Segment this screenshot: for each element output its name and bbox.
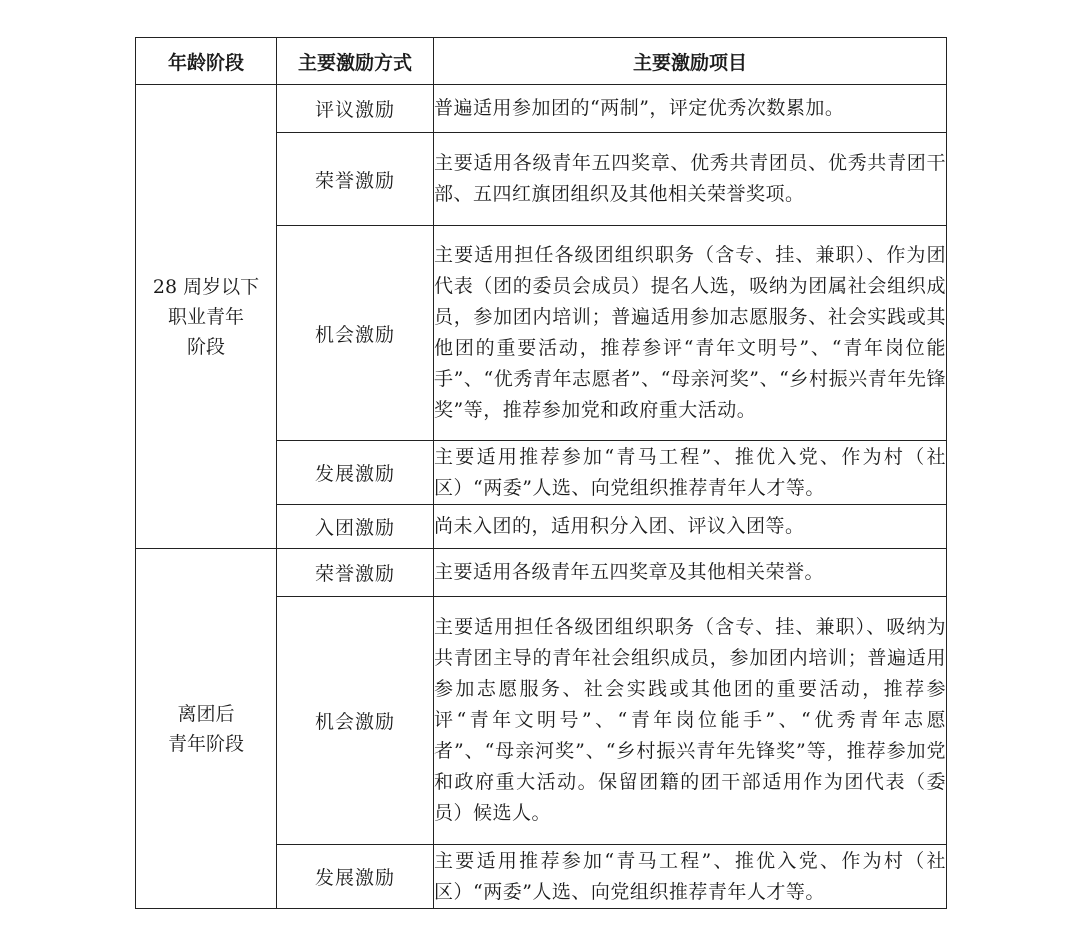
header-age-stage: 年龄阶段 <box>136 38 277 85</box>
detail-cell: 主要适用推荐参加“青马工程”、推优入党、作为村（社区）“两委”人选、向党组织推荐青年人才等。 <box>434 845 947 909</box>
stage-line: 职业青年 <box>167 305 244 328</box>
stage-line: 青年阶段 <box>167 732 244 755</box>
detail-cell: 主要适用担任各级团组织职务（含专、挂、兼职）、吸纳为共青团主导的青年社会组织成员，参加团内培训；普遍适用参加志愿服务、社会实践或其他团的重要活动，推荐参评“青年文明号”、“青年岗位能手”、“优秀青年志愿者”、“母亲河奖”、“乡村振兴青年先锋奖”等，推荐参加党和政府重大活动。保留团籍的团干部适用作为团代表（委员）候选人。 <box>434 597 947 845</box>
detail-cell: 主要适用各级青年五四奖章、优秀共青团员、优秀共青团干部、五四红旗团组织及其他相关荣誉奖项。 <box>434 133 947 226</box>
stage-cell-after-league <box>136 549 277 909</box>
header-row <box>136 38 947 85</box>
stage-line: 28 周岁以下 <box>152 275 260 298</box>
stage-line: 阶段 <box>186 335 225 358</box>
method-cell: 发展激励 <box>277 441 434 505</box>
table-row <box>136 85 947 133</box>
method-cell: 评议激励 <box>277 85 434 133</box>
stage-cell-under-28 <box>136 85 277 549</box>
method-cell: 机会激励 <box>277 597 434 845</box>
detail-cell: 主要适用推荐参加“青马工程”、推优入党、作为村（社区）“两委”人选、向党组织推荐青年人才等。 <box>434 441 947 505</box>
header-items: 主要激励项目 <box>434 38 947 85</box>
incentive-table <box>135 37 947 909</box>
method-cell: 荣誉激励 <box>277 133 434 226</box>
method-cell: 发展激励 <box>277 845 434 909</box>
stage-line: 离团后 <box>177 702 235 725</box>
detail-cell: 主要适用担任各级团组织职务（含专、挂、兼职）、作为团代表（团的委员会成员）提名人选，吸纳为团属社会组织成员，参加团内培训；普遍适用参加志愿服务、社会实践或其他团的重要活动，推荐参评“青年文明号”、“青年岗位能手”、“优秀青年志愿者”、“母亲河奖”、“乡村振兴青年先锋奖”等，推荐参加党和政府重大活动。 <box>434 226 947 441</box>
detail-cell: 普遍适用参加团的“两制”，评定优秀次数累加。 <box>434 85 947 133</box>
method-cell: 入团激励 <box>277 505 434 549</box>
detail-cell: 尚未入团的，适用积分入团、评议入团等。 <box>434 505 947 549</box>
method-cell: 荣誉激励 <box>277 549 434 597</box>
method-cell: 机会激励 <box>277 226 434 441</box>
detail-cell: 主要适用各级青年五四奖章及其他相关荣誉。 <box>434 549 947 597</box>
header-method: 主要激励方式 <box>277 38 434 85</box>
table-row <box>136 549 947 597</box>
